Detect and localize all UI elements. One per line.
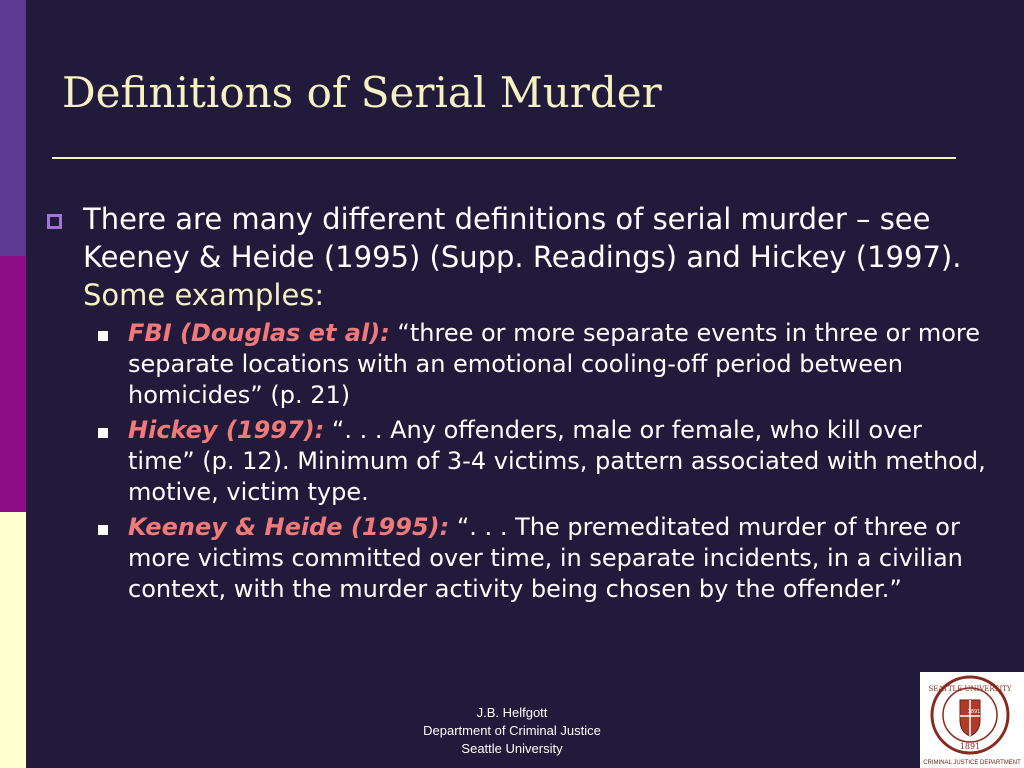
main-bullet-text: There are many different definitions of serial murder – see Keeney & Heide (1995) (Supp. Readings) and Hickey (1997).: [83, 202, 962, 274]
definition-term: FBI (Douglas et al):: [128, 319, 390, 347]
definition-text: “. . . The premeditated murder of three or more victims committed over time, in separate incidents, in a civilian context, with the murder activity being chosen by the offender.”: [128, 513, 963, 603]
footer-author: J.B. Helfgott: [476, 705, 548, 720]
seal-shield-text: 1891: [967, 709, 981, 715]
seal-top-text: SEATTLE UNIVERSITY: [928, 685, 1012, 693]
definition-item: [44, 512, 988, 605]
square-bullet-icon: [98, 428, 108, 438]
slide-footer: [378, 704, 646, 758]
square-bullet-icon: [98, 525, 108, 535]
footer-university: Seattle University: [461, 741, 563, 756]
hollow-square-bullet-icon: [47, 214, 62, 229]
university-seal-logo: [920, 672, 1024, 768]
main-bullet: [44, 200, 988, 314]
definition-text: “three or more separate events in three or more separate locations with an emotional cooling-off period between homicides” (p. 21): [128, 319, 981, 409]
definition-term: Hickey (1997):: [128, 416, 325, 444]
main-bullet-highlight: Some examples:: [83, 278, 325, 312]
accent-strip-middle: [0, 256, 26, 512]
accent-strip-top: [0, 0, 26, 256]
accent-strip-bottom: [0, 512, 26, 768]
seal-caption: CRIMINAL JUSTICE DEPARTMENT: [923, 760, 1021, 766]
slide-title: Definitions of Serial Murder: [62, 68, 662, 117]
definition-item: [44, 415, 988, 508]
footer-department: Department of Criminal Justice: [423, 723, 601, 738]
slide-body: [44, 200, 988, 605]
definition-term: Keeney & Heide (1995):: [128, 513, 450, 541]
seal-year: 1891: [959, 742, 981, 751]
title-underline: [52, 157, 956, 159]
definition-item: [44, 318, 988, 411]
definition-text: “. . . Any offenders, male or female, who kill over time” (p. 12). Minimum of 3-4 victims, pattern associated with method, motive, victim type.: [128, 416, 986, 506]
seal-icon: [920, 672, 1024, 768]
square-bullet-icon: [98, 331, 108, 341]
